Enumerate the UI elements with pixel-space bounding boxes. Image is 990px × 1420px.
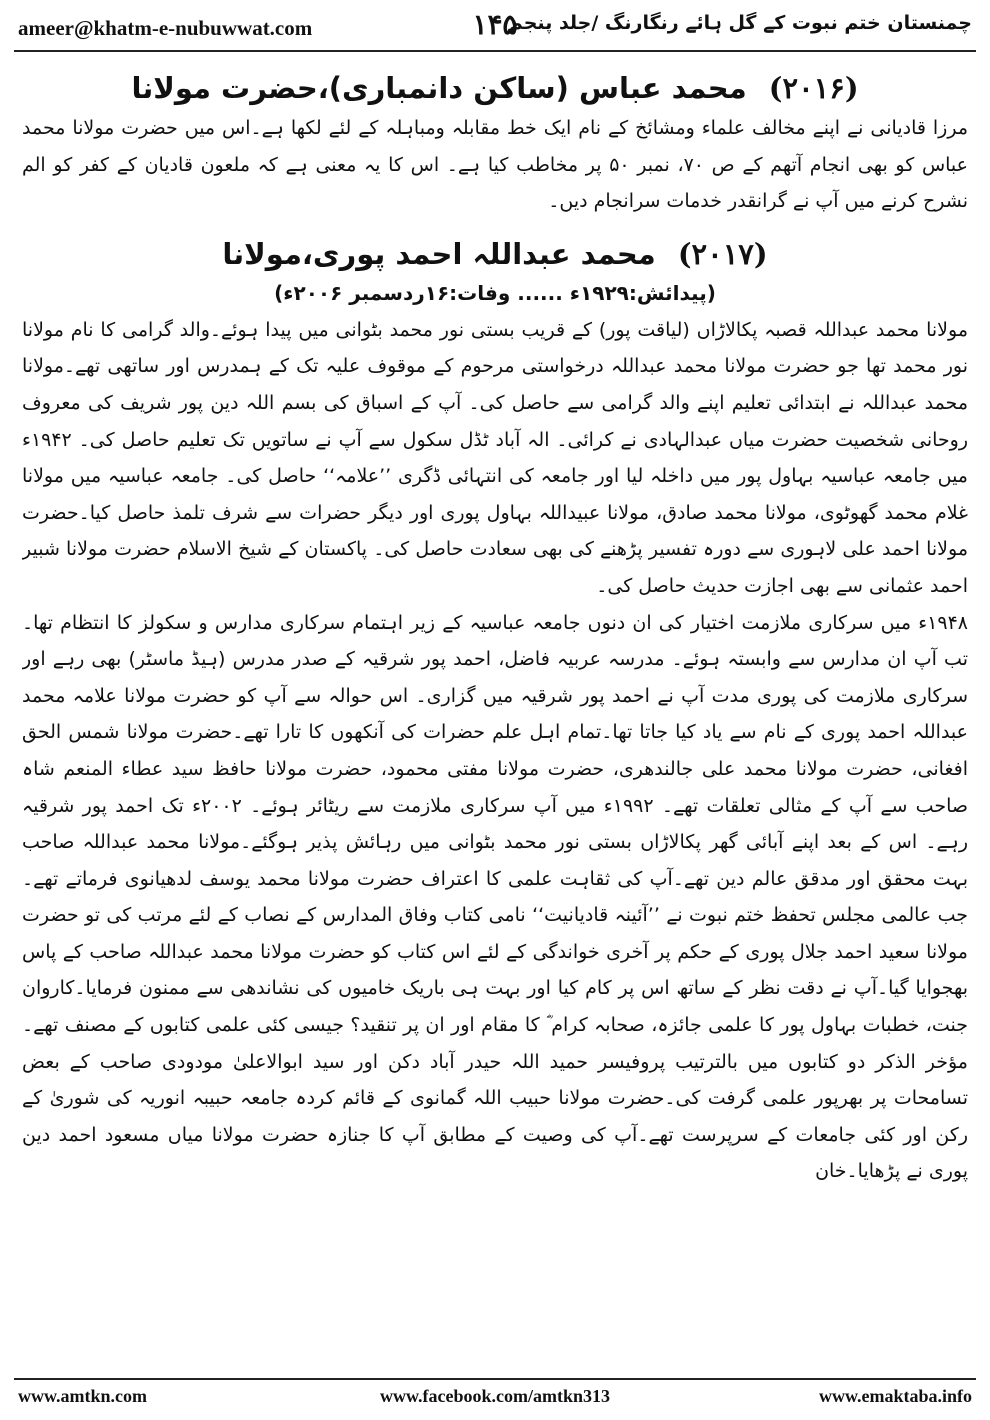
footer-link-amtkn[interactable]: www.amtkn.com <box>18 1386 147 1406</box>
page-footer <box>18 1386 972 1414</box>
section-title: محمد عباس (ساکن دانمباری)،حضرت مولانا <box>131 71 747 105</box>
header-email[interactable]: ameer@khatm-e-nubuwwat.com <box>18 16 313 40</box>
section-heading-2016 <box>22 66 968 110</box>
footer-link-facebook[interactable]: www.facebook.com/amtkn313 <box>380 1386 610 1406</box>
book-title: چمنستان ختم نبوت کے گل ہائے رنگارنگ /جلد پنجم <box>508 12 972 34</box>
page-header <box>18 6 972 46</box>
page-number: ۱۴۵ <box>472 8 518 41</box>
section-number: (۲۰۱۶) <box>768 71 859 105</box>
header-divider <box>14 50 976 52</box>
footer-divider <box>14 1378 976 1380</box>
section-title: محمد عبداللہ احمد پوری،مولانا <box>222 236 656 271</box>
section-number: (۲۰۱۷) <box>677 236 768 271</box>
footer-link-emaktaba[interactable]: www.emaktaba.info <box>818 1386 972 1406</box>
paragraph: مولانا محمد عبداللہ قصبہ پکالاڑاں (لیاقت پور) کے قریب بستی نور محمد بٹوانی میں پیدا ہوئے۔والد گرامی کا نام مولانا نور محمد تھا جو حضرت مولانا محمد عبداللہ درخواستی مرحوم کے موقوف علیہ تک کے ہمدرس اور ساتھی تھے۔مولانا محمد عبداللہ نے ابتدائی تعلیم اپنے والد گرامی سے حاصل کی۔ آپ کے اسباق کی بسم اللہ دین پور شریف کی معروف روحانی شخصیت حضرت میاں عبدالہادی نے کرائی۔ الہ آباد ٹڈل سکول سے آپ نے ساتویں تک تعلیم حاصل کی۔ ۱۹۴۲ء میں جامعہ عباسیہ بہاول پور میں داخلہ لیا اور جامعہ کی انتہائی ڈگری ’’علامہ‘‘ حاصل کی۔ جامعہ عباسیہ میں مولانا غلام محمد گھوٹوی، مولانا محمد صادق، مولانا عبیداللہ بہاول پوری اور دیگر حضرات سے شرف تلمذ حاصل کیا۔حضرت مولانا احمد علی لاہوری سے دورہ تفسیر پڑھنے کی بھی سعادت حاصل کی۔ پاکستان کے شیخ الاسلام حضرت مولانا شبیر احمد عثمانی سے بھی اجازت حدیث حاصل کی۔ <box>22 318 968 597</box>
paragraph: ۱۹۴۸ء میں سرکاری ملازمت اختیار کی ان دنوں جامعہ عباسیہ کے زیر اہتمام سرکاری مدارس و سکولز کا انتظام تھا۔تب آپ ان مدارس سے وابستہ ہوئے۔ مدرسہ عربیہ فاضل، احمد پور شرقیہ کے صدر مدرس (ہیڈ ماسٹر) بھی رہے اور سرکاری ملازمت کی پوری مدت آپ نے احمد پور شرقیہ میں گزاری۔ اس حوالہ سے آپ کو حضرت مولانا علامہ محمد عبداللہ احمد پوری کے نام سے یاد کیا جاتا تھا۔تمام اہل علم حضرات کی آنکھوں کا تارا تھے۔حضرت مولانا شمس الحق افغانی، حضرت مولانا محمد علی جالندھری، حضرت مولانا مفتی محمود، حضرت مولانا حافظ سید عطاء المنعم شاہ صاحب سے آپ کے مثالی تعلقات تھے۔ ۱۹۹۲ء میں آپ سرکاری ملازمت سے ریٹائر ہوئے۔ ۲۰۰۲ء تک احمد پور شرقیہ رہے۔ اس کے بعد اپنے آبائی گھر پکالاڑاں بستی نور محمد بٹوانی میں رہائش پذیر ہوگئے۔مولانا محمد عبداللہ صاحب بہت محقق اور مدقق عالم دین تھے۔آپ کی ثقاہت علمی کا اعتراف حضرت مولانا محمد یوسف لدھیانوی فرماتے تھے۔جب عالمی مجلس تحفظ ختم نبوت نے ’’آئینہ قادیانیت‘‘ نامی کتاب وفاق المدارس کے نصاب کے لئے مرتب کی تو حضرت مولانا سعید احمد جلال پوری کے حکم پر آخری خواندگی کے لئے اس کتاب کو حضرت مولانا محمد عبداللہ صاحب کے پاس بھجوایا گیا۔آپ نے دقت نظر کے ساتھ اس پر کام کیا اور بہت ہی باریک خامیوں کی نشاندھی سے ممنون فرمایا۔کاروان جنت، خطبات بہاول پور کا علمی جائزہ، صحابہ کرام ؓ کا مقام اور ان پر تنقید؟ جیسی کئی علمی کتابوں کے مصنف تھے۔مؤخر الذکر دو کتابوں میں بالترتیب پروفیسر حمید اللہ حیدر آباد دکن اور سید ابوالاعلیٰ مودودی صاحب کے بعض تسامحات پر بھرپور علمی گرفت کی۔حضرت مولانا حبیب اللہ گمانوی کے قائم کردہ جامعہ حبیبہ انوریہ کی شوریٰ کے رکن اور کئی جامعات کے سرپرست تھے۔آپ کی وصیت کے مطابق آپ کا جنازہ حضرت مولانا میاں مسعود احمد دین پوری نے پڑھایا۔خان <box>22 611 968 1183</box>
section-heading-2017 <box>22 232 968 276</box>
paragraph: مرزا قادیانی نے اپنے مخالف علماء ومشائخ کے نام ایک خط مقابلہ ومباہلہ کے لئے لکھا ہے۔اس میں حضرت مولانا محمد عباس کو بھی انجام آتھم کے ص ۷۰، نمبر ۵۰ پر مخاطب کیا ہے۔ اس کا یہ معنی ہے کہ ملعون قادیان کے کفر کو الم نشرح کرنے میں آپ نے گرانقدر خدمات سرانجام دیں۔ <box>22 117 968 213</box>
page-body <box>22 66 968 1366</box>
section-gap <box>22 220 968 232</box>
life-dates: (پیدائش:۱۹۲۹ء ...... وفات:۱۶ردسمبر ۲۰۰۶ء) <box>274 280 716 305</box>
